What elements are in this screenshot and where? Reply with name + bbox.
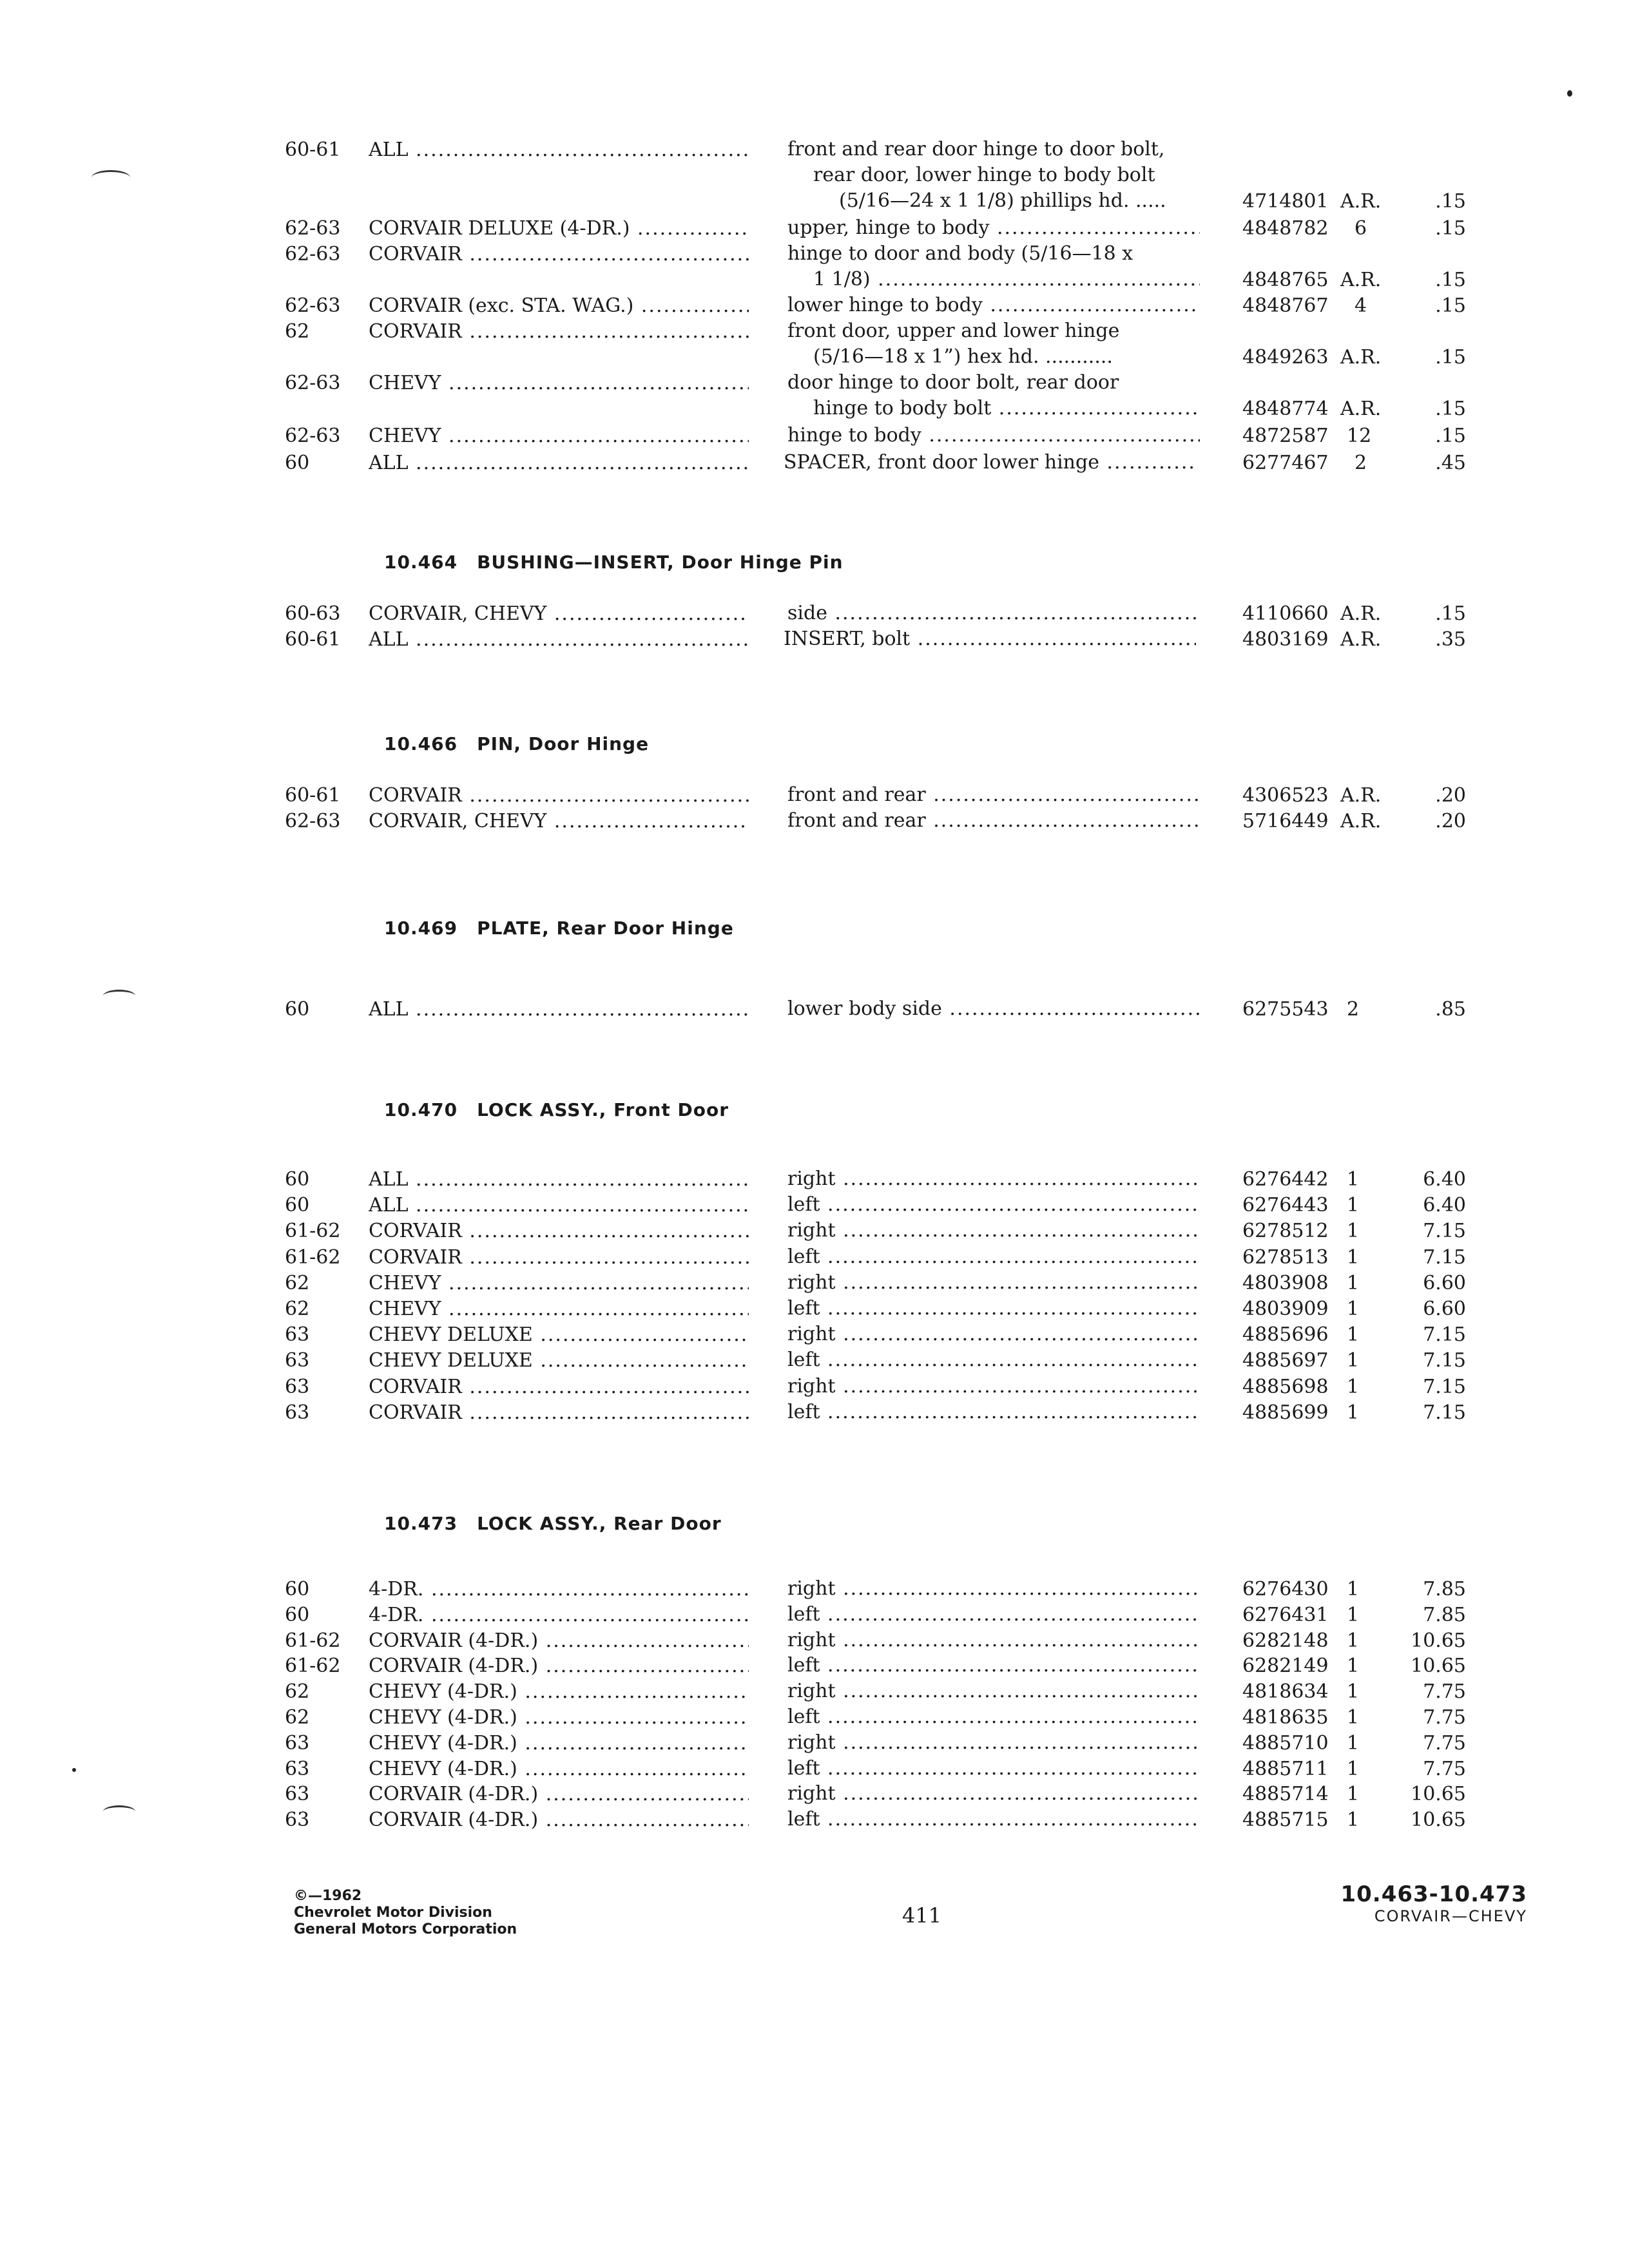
description-text: upper, hinge to body ..... (787, 216, 1200, 239)
quantity: A.R. (1340, 628, 1382, 651)
part-number: 4885715 (1242, 1809, 1329, 1832)
description-text: left ..... (787, 1808, 1200, 1831)
quantity: 4 (1354, 294, 1367, 317)
model-cell: CHEVY DELUXE ..... (369, 1321, 749, 1349)
punch-mark (103, 990, 135, 1002)
description-text: left ..... (787, 1757, 1200, 1780)
model-cell: CORVAIR (4-DR.) ..... (369, 1807, 749, 1834)
part-number: 4714801 (1242, 190, 1329, 213)
description-line (787, 215, 1200, 241)
part-number: 4803908 (1242, 1271, 1329, 1294)
part-number: 4885711 (1242, 1757, 1329, 1780)
quantity: A.R. (1340, 269, 1382, 291)
description-line (784, 626, 1196, 652)
quantity: 12 (1347, 425, 1372, 447)
price: .20 (1435, 784, 1466, 807)
description-line (787, 188, 1200, 214)
quantity: 2 (1347, 998, 1360, 1021)
quantity: 1 (1347, 1349, 1360, 1372)
year-cell: 60 (285, 1603, 310, 1626)
description-line (787, 1807, 1200, 1832)
description-text: left ..... (787, 1401, 1200, 1423)
year-cell: 62 (285, 1680, 310, 1704)
description-line (787, 1270, 1200, 1296)
description-cell (787, 1730, 1200, 1756)
model-cell: CHEVY (4-DR.) ..... (369, 1730, 749, 1757)
section-number: 10.466 (384, 733, 458, 754)
description-cell (787, 215, 1200, 241)
description-cell (787, 1704, 1200, 1730)
description-line: (5/16—18 x 1”) hex hd. ........... (813, 345, 1113, 368)
description-text: hinge to body bolt ..... (813, 397, 1200, 419)
year-cell: 63 (285, 1375, 310, 1398)
price: .15 (1435, 602, 1466, 625)
punch-mark (103, 1805, 135, 1818)
description-cell (787, 1807, 1200, 1832)
section-number: 10.464 (384, 552, 458, 573)
price: 7.15 (1423, 1375, 1466, 1398)
description-cell (787, 1602, 1200, 1628)
year-cell: 63 (285, 1757, 310, 1780)
year-cell: 63 (285, 1809, 310, 1832)
model-cell: ALL ..... (369, 450, 749, 477)
description-text: right ..... (787, 1271, 1200, 1294)
description-cell (787, 370, 1200, 421)
description-text: side ..... (787, 602, 1200, 624)
page-number: 411 (902, 1903, 942, 1928)
description-line (787, 1374, 1200, 1399)
year-cell: 62-63 (285, 810, 341, 832)
description-text: left ..... (787, 1245, 1200, 1268)
description-text: left ..... (787, 1603, 1200, 1626)
description-line (787, 1244, 1200, 1270)
description-cell (784, 450, 1196, 476)
quantity: 1 (1347, 1401, 1360, 1424)
quantity: 1 (1347, 1298, 1360, 1320)
description-cell (787, 1218, 1200, 1244)
price: .15 (1435, 269, 1466, 291)
quantity: 1 (1347, 1375, 1360, 1398)
description-line (787, 1628, 1200, 1653)
description-text: front and rear ..... (787, 809, 1200, 832)
part-number: 4803909 (1242, 1298, 1329, 1320)
part-number: 4885697 (1242, 1349, 1329, 1372)
section-heading (384, 1513, 722, 1534)
model-cell: CHEVY ..... (369, 1270, 749, 1297)
description-text: SPACER, front door lower hinge ..... (784, 451, 1196, 474)
price: 10.65 (1411, 1809, 1466, 1832)
description-line (787, 1756, 1200, 1782)
description-cell (787, 1756, 1200, 1782)
quantity: 2 (1354, 452, 1367, 474)
description-text: right ..... (787, 1680, 1200, 1702)
part-number: 6278512 (1242, 1220, 1329, 1243)
part-number: 4848774 (1242, 398, 1329, 420)
description-line (787, 1192, 1200, 1218)
description-text: right ..... (787, 1375, 1200, 1398)
price: .15 (1435, 425, 1466, 447)
part-number: 6275543 (1242, 998, 1329, 1021)
quantity: 1 (1347, 1783, 1360, 1806)
model-cell: ALL ..... (369, 996, 749, 1023)
price: .35 (1435, 628, 1466, 651)
description-line (787, 1166, 1200, 1192)
year-cell: 61-62 (285, 1655, 341, 1678)
part-number: 4885699 (1242, 1401, 1329, 1424)
part-number: 6282149 (1242, 1655, 1329, 1678)
model-cell: CHEVY (4-DR.) ..... (369, 1704, 749, 1731)
quantity: A.R. (1340, 346, 1382, 369)
catalog-subtitle: CORVAIR—CHEVY (1374, 1907, 1527, 1925)
model-cell: CORVAIR, CHEVY ..... (369, 808, 749, 835)
description-cell (787, 1270, 1200, 1296)
year-cell: 60-63 (285, 602, 341, 625)
section-heading (384, 1099, 729, 1120)
part-number: 4306523 (1242, 784, 1329, 807)
description-cell (787, 1321, 1200, 1347)
year-cell: 60 (285, 1578, 310, 1600)
scan-dot (72, 1768, 76, 1772)
part-number: 6276442 (1242, 1168, 1329, 1191)
model-cell: CHEVY DELUXE ..... (369, 1347, 749, 1374)
description-text: 1 1/8) ..... (813, 268, 1200, 291)
model-cell: CORVAIR ..... (369, 1218, 749, 1245)
description-cell (787, 1374, 1200, 1399)
price: 6.40 (1423, 1168, 1466, 1191)
model-cell: CHEVY (4-DR.) ..... (369, 1756, 749, 1783)
description-cell (787, 1653, 1200, 1678)
year-cell: 60 (285, 1194, 310, 1217)
year-cell: 62-63 (285, 294, 341, 317)
section-range: 10.463-10.473 (1340, 1881, 1527, 1907)
model-cell: ALL ..... (369, 1192, 749, 1219)
part-number: 6276443 (1242, 1194, 1329, 1217)
quantity: A.R. (1340, 784, 1382, 807)
year-cell: 63 (285, 1323, 310, 1347)
quantity: 1 (1347, 1809, 1360, 1832)
year-cell: 60-61 (285, 139, 341, 161)
part-number: 6282148 (1242, 1629, 1329, 1652)
price: 7.15 (1423, 1401, 1466, 1424)
part-number: 6276431 (1242, 1603, 1329, 1626)
quantity: 1 (1347, 1220, 1360, 1243)
description-line: hinge to door and body (5/16—18 x (787, 242, 1133, 265)
model-cell: CORVAIR ..... (369, 1399, 749, 1427)
model-cell: CHEVY ..... (369, 423, 749, 450)
model-cell: CORVAIR ..... (369, 318, 749, 345)
section-heading (384, 733, 649, 754)
model-cell: 4-DR. ..... (369, 1576, 749, 1603)
description-cell (787, 423, 1200, 448)
model-cell: ALL ..... (369, 137, 749, 164)
model-cell: CHEVY ..... (369, 1296, 749, 1323)
year-cell: 63 (285, 1401, 310, 1424)
quantity: 1 (1347, 1323, 1360, 1347)
section-number: 10.473 (384, 1513, 458, 1534)
part-number: 4848767 (1242, 294, 1329, 317)
model-cell: CORVAIR DELUXE (4-DR.) ..... (369, 215, 749, 242)
description-line (787, 1781, 1200, 1807)
part-number: 4872587 (1242, 425, 1329, 447)
description-line (787, 1730, 1200, 1756)
model-cell: ALL ..... (369, 626, 749, 653)
description-text: hinge to body ..... (787, 424, 1200, 447)
price: 7.15 (1423, 1349, 1466, 1372)
part-number: 4885714 (1242, 1783, 1329, 1806)
year-cell: 63 (285, 1349, 310, 1372)
price: .45 (1435, 452, 1466, 474)
description-cell (787, 1781, 1200, 1807)
copyright: ©—1962 (294, 1888, 362, 1904)
description-line (787, 1678, 1200, 1704)
description-text: right ..... (787, 1629, 1200, 1651)
model-cell: CORVAIR ..... (369, 1244, 749, 1271)
year-cell: 61-62 (285, 1629, 341, 1652)
quantity: 1 (1347, 1655, 1360, 1678)
part-number: 6278513 (1242, 1245, 1329, 1269)
year-cell: 62-63 (285, 217, 341, 240)
description-text: INSERT, bolt ..... (784, 628, 1196, 650)
model-cell: CHEVY ..... (369, 370, 749, 397)
description-line (787, 396, 1200, 421)
part-number: 4885696 (1242, 1323, 1329, 1347)
description-text: right ..... (787, 1219, 1200, 1242)
year-cell: 62 (285, 1298, 310, 1320)
description-cell (787, 996, 1200, 1022)
description-text: right ..... (787, 1782, 1200, 1805)
model-cell: 4-DR. ..... (369, 1602, 749, 1629)
description-line (787, 1653, 1200, 1678)
year-cell: 60 (285, 998, 310, 1021)
description-line (787, 1347, 1200, 1373)
quantity: A.R. (1340, 602, 1382, 625)
publisher-block (294, 1888, 517, 1938)
year-cell: 60 (285, 1168, 310, 1191)
description-line (787, 996, 1200, 1022)
quantity: 1 (1347, 1194, 1360, 1217)
model-cell: CORVAIR, CHEVY ..... (369, 601, 749, 628)
part-number: 4803169 (1242, 628, 1329, 651)
description-text: right ..... (787, 1168, 1200, 1190)
model-cell: CORVAIR (4-DR.) ..... (369, 1781, 749, 1808)
description-cell (787, 601, 1200, 626)
price: 7.75 (1423, 1680, 1466, 1704)
model-cell: ALL ..... (369, 1166, 749, 1193)
year-cell: 62 (285, 1706, 310, 1729)
section-title: BUSHING—INSERT, Door Hinge Pin (477, 552, 843, 573)
part-number: 4818634 (1242, 1680, 1329, 1704)
part-number: 4885710 (1242, 1731, 1329, 1754)
year-cell: 63 (285, 1731, 310, 1754)
description-cell (787, 782, 1200, 808)
price: 7.75 (1423, 1757, 1466, 1780)
description-cell (787, 1576, 1200, 1602)
description-text: left ..... (787, 1193, 1200, 1216)
description-line (787, 423, 1200, 448)
quantity: 6 (1354, 217, 1367, 240)
price: .15 (1435, 217, 1466, 240)
quantity: 1 (1347, 1271, 1360, 1294)
price: 7.85 (1423, 1603, 1466, 1626)
description-line: door hinge to door bolt, rear door (787, 371, 1119, 394)
description-cell (787, 241, 1200, 293)
part-number: 4818635 (1242, 1706, 1329, 1729)
part-number: 4885698 (1242, 1375, 1329, 1398)
quantity: 1 (1347, 1731, 1360, 1754)
quantity: 1 (1347, 1629, 1360, 1652)
year-cell: 62 (285, 320, 310, 343)
quantity: 1 (1347, 1245, 1360, 1269)
quantity: A.R. (1340, 398, 1382, 420)
description-cell (787, 1628, 1200, 1653)
section-number: 10.470 (384, 1099, 458, 1120)
description-cell (787, 137, 1200, 214)
section-title: LOCK ASSY., Rear Door (477, 1513, 722, 1534)
price: 10.65 (1411, 1783, 1466, 1806)
description-cell (787, 318, 1200, 370)
description-cell (787, 1347, 1200, 1373)
description-text: right ..... (787, 1323, 1200, 1345)
year-cell: 60-61 (285, 628, 341, 651)
description-text: (5/16—24 x 1 1/8) phillips hd. ..... (839, 189, 1166, 212)
model-cell: CORVAIR ..... (369, 782, 749, 809)
quantity: A.R. (1340, 810, 1382, 832)
year-cell: 62-63 (285, 425, 341, 447)
description-line (787, 1399, 1200, 1425)
price: 7.75 (1423, 1731, 1466, 1754)
description-cell (787, 293, 1200, 318)
section-title: LOCK ASSY., Front Door (477, 1099, 729, 1120)
description-cell (787, 1399, 1200, 1425)
description-line (787, 808, 1200, 834)
section-number: 10.469 (384, 918, 458, 939)
year-cell: 63 (285, 1783, 310, 1806)
year-cell: 60 (285, 452, 310, 474)
quantity: 1 (1347, 1706, 1360, 1729)
description-line (787, 782, 1200, 808)
part-number: 4849263 (1242, 346, 1329, 369)
description-line (787, 1296, 1200, 1321)
description-text: right ..... (787, 1577, 1200, 1600)
description-line (787, 1321, 1200, 1347)
description-cell (787, 1166, 1200, 1192)
model-cell: CORVAIR ..... (369, 241, 749, 268)
description-text: front and rear ..... (787, 783, 1200, 806)
part-number: 4848782 (1242, 217, 1329, 240)
quantity: 1 (1347, 1680, 1360, 1704)
section-heading (384, 552, 843, 573)
year-cell: 60-61 (285, 784, 341, 807)
quantity: 1 (1347, 1757, 1360, 1780)
price: 6.40 (1423, 1194, 1466, 1217)
part-number: 4848765 (1242, 269, 1329, 291)
quantity: A.R. (1340, 190, 1382, 213)
description-cell (787, 1192, 1200, 1218)
description-line: front and rear door hinge to door bolt, (787, 138, 1165, 160)
description-cell (787, 1296, 1200, 1321)
year-cell: 61-62 (285, 1245, 341, 1269)
description-text: left ..... (787, 1297, 1200, 1320)
year-cell: 62-63 (285, 243, 341, 265)
description-line (787, 1602, 1200, 1628)
section-title: PLATE, Rear Door Hinge (477, 918, 734, 939)
price: .85 (1435, 998, 1466, 1021)
price: .15 (1435, 294, 1466, 317)
description-cell (787, 808, 1200, 834)
model-cell: CORVAIR (4-DR.) ..... (369, 1653, 749, 1680)
year-cell: 62 (285, 1271, 310, 1294)
quantity: 1 (1347, 1168, 1360, 1191)
year-cell: 61-62 (285, 1220, 341, 1243)
description-line (787, 293, 1200, 318)
description-line (787, 1576, 1200, 1602)
price: 10.65 (1411, 1655, 1466, 1678)
price: .20 (1435, 810, 1466, 832)
price: .15 (1435, 346, 1466, 369)
model-cell: CORVAIR (4-DR.) ..... (369, 1628, 749, 1655)
description-text: left ..... (787, 1654, 1200, 1677)
price: 7.85 (1423, 1578, 1466, 1600)
section-range-block (1340, 1881, 1527, 1925)
division: Chevrolet Motor Division (294, 1905, 492, 1921)
quantity: 1 (1347, 1578, 1360, 1600)
part-number: 6277467 (1242, 452, 1329, 474)
year-cell: 62-63 (285, 372, 341, 394)
punch-mark (92, 170, 130, 185)
description-text: lower body side ..... (787, 997, 1200, 1020)
part-number: 4110660 (1242, 602, 1329, 625)
scan-dot (1567, 90, 1572, 97)
price: 6.60 (1423, 1298, 1466, 1320)
description-line (784, 450, 1196, 476)
quantity: 1 (1347, 1603, 1360, 1626)
description-line: rear door, lower hinge to body bolt (813, 164, 1155, 186)
price: .15 (1435, 190, 1466, 213)
model-cell: CORVAIR ..... (369, 1374, 749, 1401)
price: 6.60 (1423, 1271, 1466, 1294)
description-line (787, 267, 1200, 293)
section-heading (384, 918, 734, 939)
model-cell: CHEVY (4-DR.) ..... (369, 1678, 749, 1706)
price: 10.65 (1411, 1629, 1466, 1652)
description-cell (787, 1678, 1200, 1704)
description-text: left ..... (787, 1349, 1200, 1371)
section-title: PIN, Door Hinge (477, 733, 650, 754)
description-cell (784, 626, 1196, 652)
price: 7.75 (1423, 1706, 1466, 1729)
price: 7.15 (1423, 1220, 1466, 1243)
description-text: lower hinge to body ..... (787, 294, 1200, 316)
part-number: 6276430 (1242, 1578, 1329, 1600)
description-text: left ..... (787, 1706, 1200, 1728)
description-line (787, 1704, 1200, 1730)
description-cell (787, 1244, 1200, 1270)
corporation: General Motors Corporation (294, 1921, 517, 1937)
price: .15 (1435, 398, 1466, 420)
model-cell: CORVAIR (exc. STA. WAG.) ..... (369, 293, 749, 320)
description-text: right ..... (787, 1731, 1200, 1754)
description-line: front door, upper and lower hinge (787, 320, 1120, 342)
description-line (787, 1218, 1200, 1244)
price: 7.15 (1423, 1245, 1466, 1269)
price: 7.15 (1423, 1323, 1466, 1347)
description-line (787, 601, 1200, 626)
part-number: 5716449 (1242, 810, 1329, 832)
